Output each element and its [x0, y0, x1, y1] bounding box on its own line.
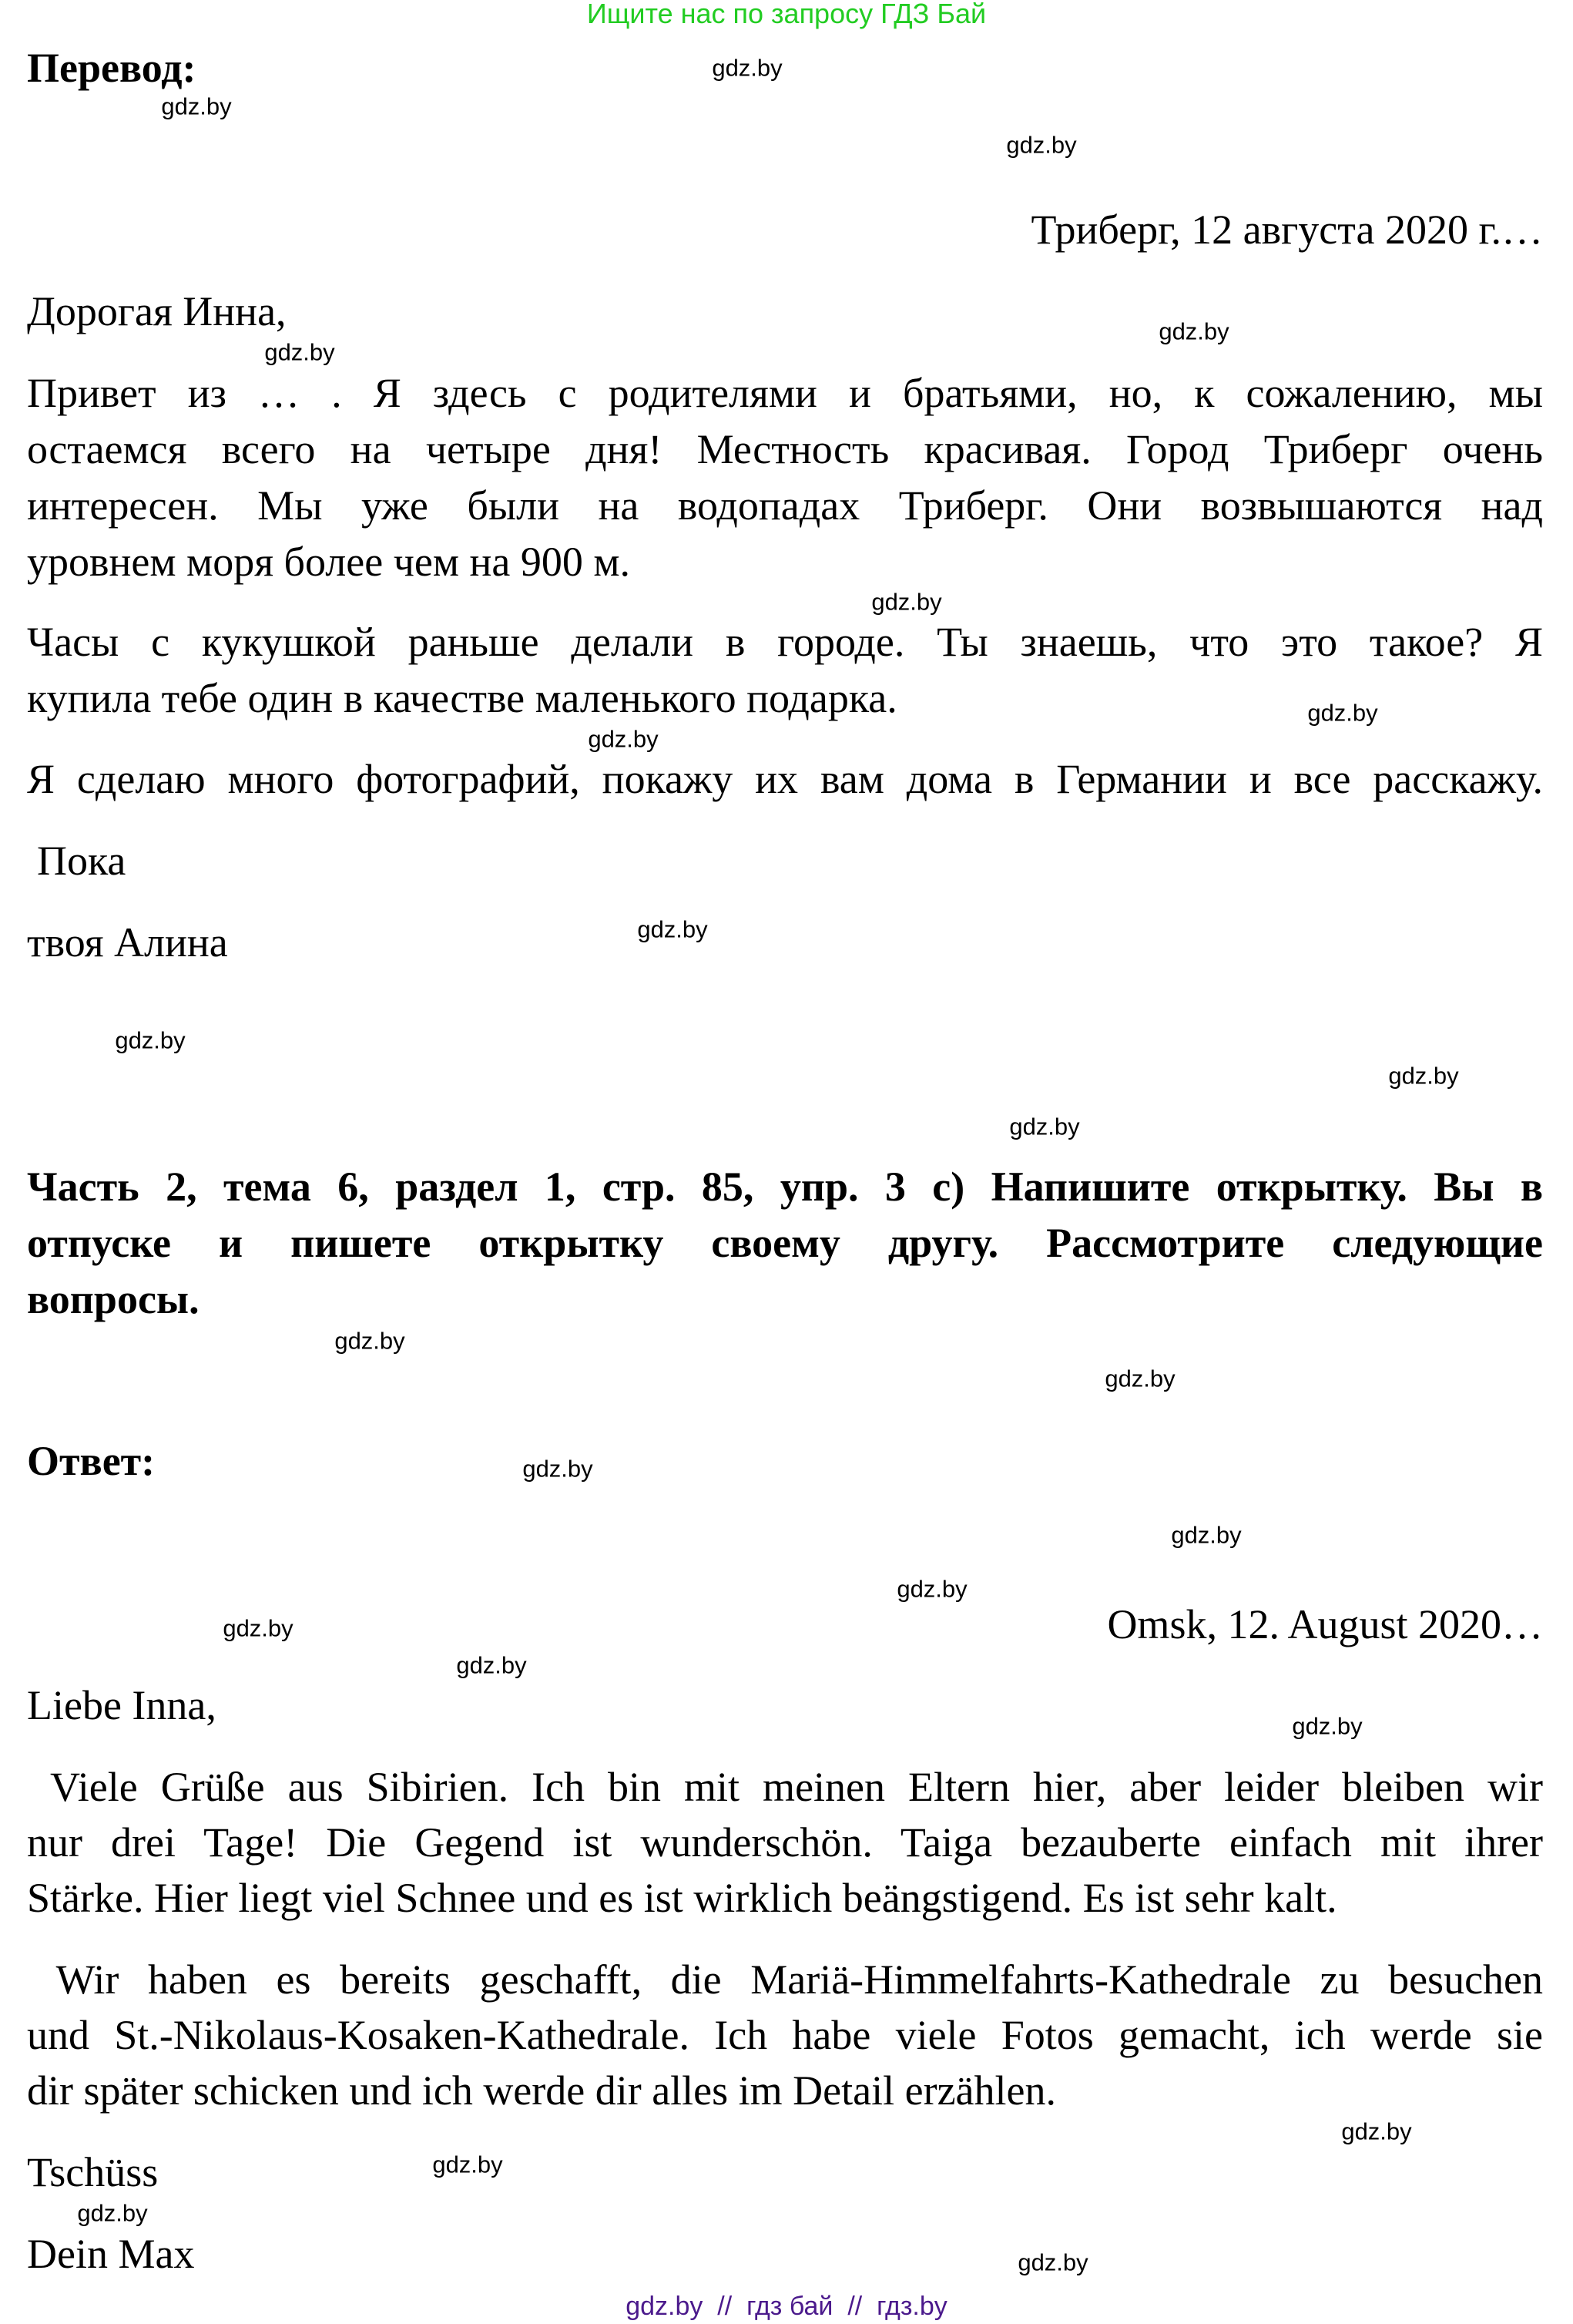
text-line: купила тебе один в качестве маленького подарка. — [27, 675, 897, 721]
footer-banner: gdz.by // гдз бай // гдз.by — [626, 2292, 947, 2321]
watermark: gdz.by — [1171, 1521, 1242, 1549]
watermark: gdz.by — [1018, 2248, 1088, 2276]
watermark: gdz.by — [456, 1651, 527, 1679]
watermark: gdz.by — [1006, 131, 1077, 159]
watermark: gdz.by — [1159, 317, 1229, 345]
text-line: Часы с кукушкой раньше делали в городе. Ты знаешь, что это такое? Я — [27, 619, 1543, 665]
answer-signature: Dein Max — [27, 2231, 195, 2277]
watermark: gdz.by — [897, 1575, 968, 1603]
translation-paragraph-3 — [27, 751, 1543, 808]
watermark: gdz.by — [1009, 1113, 1080, 1140]
task-statement — [27, 1159, 1543, 1328]
watermark: gdz.by — [264, 338, 335, 366]
watermark: gdz.by — [334, 1327, 405, 1355]
answer-greeting: Liebe Inna, — [27, 1682, 216, 1728]
text-line: Привет из … . Я здесь с родителями и братьями, но, к сожалению, мы — [27, 370, 1543, 416]
watermark: gdz.by — [1307, 699, 1378, 727]
text-line: Часть 2, тема 6, раздел 1, стр. 85, упр. 3 c) Напишите открытку. Вы в — [27, 1164, 1543, 1210]
text-line: und St.-Nikolaus-Kosaken-Kathedrale. Ich habe viele Fotos gemacht, ich werde sie — [27, 2012, 1543, 2058]
watermark: gdz.by — [223, 1614, 293, 1642]
answer-closing: Tschüss — [27, 2149, 159, 2195]
watermark: gdz.by — [1105, 1365, 1176, 1392]
text-line: Wir haben es bereits geschafft, die Mariä-Himmelfahrts-Kathedrale zu besuchen — [27, 1956, 1543, 2003]
watermark: gdz.by — [637, 915, 708, 943]
watermark: gdz.by — [588, 725, 659, 753]
watermark: gdz.by — [712, 54, 783, 82]
search-banner: Ищите нас по запросу ГДЗ Бай — [586, 0, 987, 29]
text-line: Viele Grüße aus Sibirien. Ich bin mit meinen Eltern hier, aber leider bleiben wir — [27, 1764, 1543, 1810]
watermark: gdz.by — [1388, 1062, 1459, 1090]
text-line: Stärke. Hier liegt viel Schnee und es ist wirklich beängstigend. Es ist sehr kalt. — [27, 1875, 1337, 1921]
text-line: Я сделаю много фотографий, покажу их вам дома в Германии и все расскажу. — [27, 756, 1543, 802]
answer-paragraph-2 — [27, 1952, 1543, 2118]
text-line: отпуске и пишете открытку своему другу. Рассмотрите следующие — [27, 1220, 1543, 1266]
watermark: gdz.by — [77, 2199, 148, 2227]
watermark: gdz.by — [115, 1026, 186, 1054]
translation-heading: Перевод: — [27, 45, 196, 91]
text-line: dir später schicken und ich werde dir alles im Detail erzählen. — [27, 2067, 1056, 2114]
watermark: gdz.by — [871, 588, 942, 616]
answer-heading: Ответ: — [27, 1438, 156, 1484]
text-line: интересен. Мы уже были на водопадах Триберг. Они возвышаются над — [27, 482, 1543, 529]
watermark: gdz.by — [1341, 2117, 1412, 2145]
text-line: вопросы. — [27, 1276, 200, 1322]
translation-paragraph-1 — [27, 365, 1543, 590]
answer-date-line: Omsk, 12. August 2020… — [1107, 1601, 1543, 1647]
translation-signature: твоя Алина — [27, 919, 228, 966]
watermark: gdz.by — [1292, 1712, 1363, 1740]
translation-greeting: Дорогая Инна, — [27, 288, 287, 334]
translation-date-line: Триберг, 12 августа 2020 г.… — [1031, 207, 1543, 253]
translation-closing: Пока — [37, 838, 126, 884]
watermark: gdz.by — [522, 1455, 593, 1483]
watermark: gdz.by — [432, 2151, 503, 2178]
text-line: остаемся всего на четыре дня! Местность красивая. Город Триберг очень — [27, 426, 1543, 472]
text-line: nur drei Tage! Die Gegend ist wunderschön. Taiga bezauberte einfach mit ihrer — [27, 1819, 1543, 1866]
text-line: уровнем моря более чем на 900 м. — [27, 539, 631, 585]
answer-paragraph-1 — [27, 1759, 1543, 1926]
watermark: gdz.by — [161, 92, 232, 120]
